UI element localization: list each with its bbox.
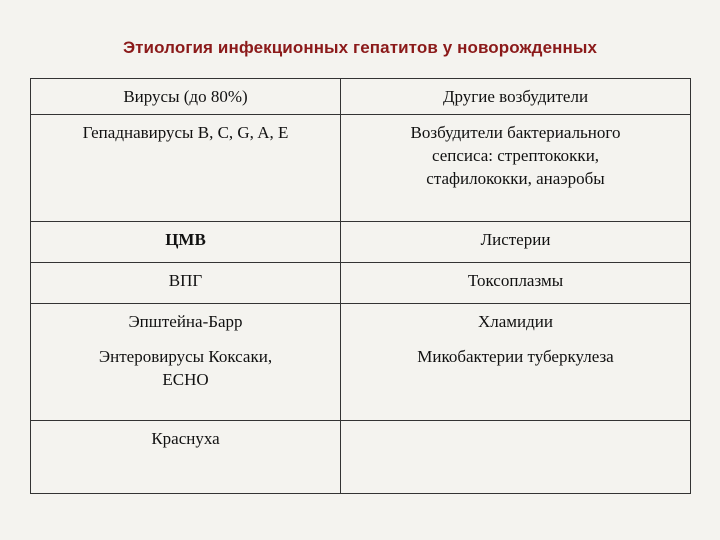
table-row [31, 263, 691, 304]
table-row [31, 421, 691, 494]
table-cell-hepadnaviruses: Гепаднавирусы B, C, G, A, E [31, 115, 341, 222]
cell-text-line: сепсиса: стрептококки, [431, 146, 600, 165]
cell-text-line: Энтеровирусы Коксаки, [98, 347, 273, 366]
table-row [31, 115, 691, 222]
cell-text-line: Хламидии [477, 312, 553, 331]
table-cell-hsv: ВПГ [31, 263, 341, 304]
table-cell-empty [341, 421, 691, 494]
table-header-row [31, 79, 691, 115]
header-cell-other-pathogens: Другие возбудители [341, 79, 691, 115]
table-row [31, 222, 691, 263]
table-cell-chlamydia-mycobacteria [341, 304, 691, 421]
etiology-table [30, 78, 691, 494]
table-cell-ebv-enteroviruses [31, 304, 341, 421]
table-cell-listeria: Листерии [341, 222, 691, 263]
cell-text-line: стафилококки, анаэробы [426, 169, 605, 188]
cell-text-line: Микобактерии туберкулеза [417, 347, 614, 366]
cell-text-line: Возбудители бактериального [410, 123, 621, 142]
table-cell-bacterial-sepsis [341, 115, 691, 222]
cell-text-line: ECHO [162, 370, 209, 389]
table-cell-rubella: Краснуха [31, 421, 341, 494]
table-cell-toxoplasma: Токсоплазмы [341, 263, 691, 304]
page-title: Этиология инфекционных гепатитов у новорожденных [122, 38, 598, 57]
cell-text-line: Эпштейна-Барр [128, 312, 243, 331]
table-cell-cmv: ЦМВ [31, 222, 341, 263]
header-cell-viruses: Вирусы (до 80%) [31, 79, 341, 115]
table-row [31, 304, 691, 421]
